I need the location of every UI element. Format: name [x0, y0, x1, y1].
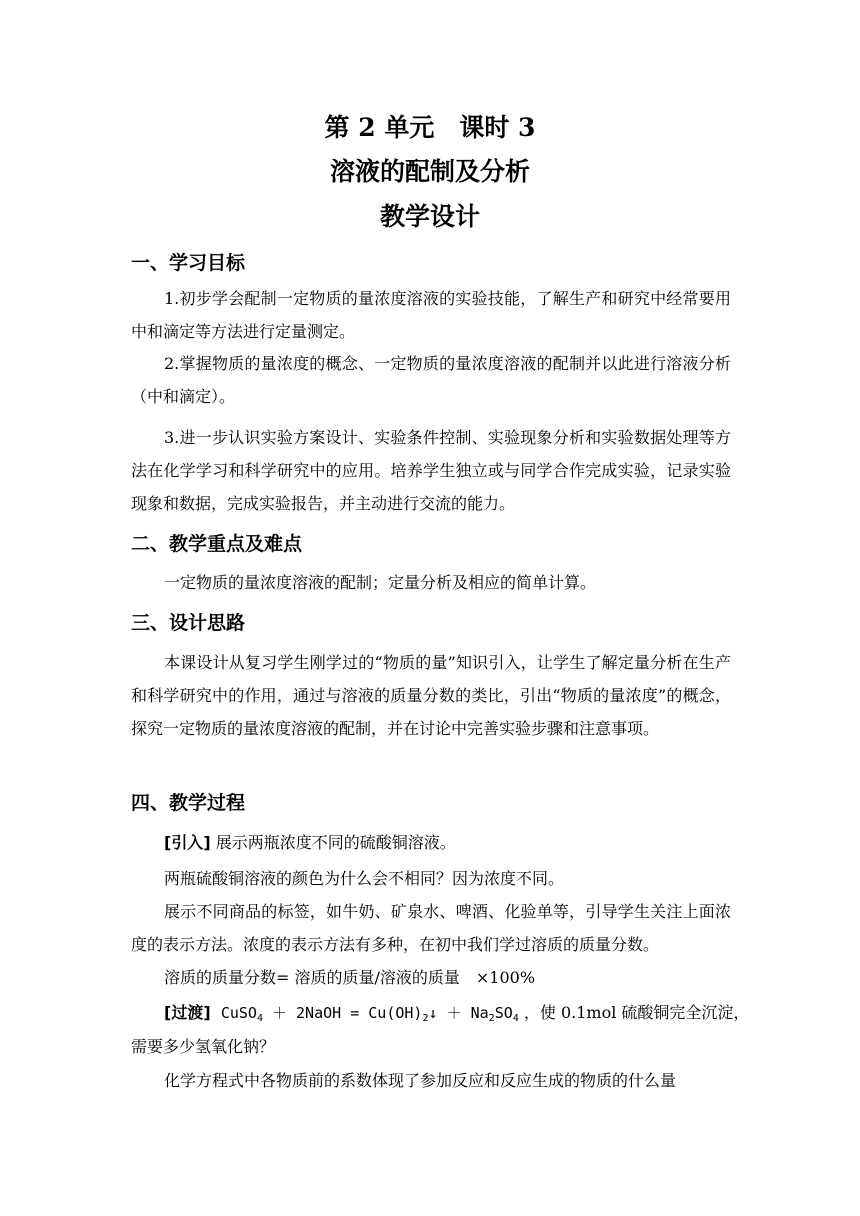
- transition-paragraph: [131, 1000, 764, 1026]
- objective-2: 2.掌握物质的量浓度的概念、一定物质的量浓度溶液的配制并以此进行溶液分析（中和滴定）。: [131, 354, 731, 406]
- objective-1: 1.初步学会配制一定物质的量浓度溶液的实验技能，了解生产和研究中经常要用中和滴定等方法进行定量测定。: [131, 289, 731, 341]
- key-points-text: 一定物质的量浓度溶液的配制；定量分析及相应的简单计算。: [164, 573, 597, 592]
- design-idea-text: 本课设计从复习学生刚学过的“物质的量”知识引入，让学生了解定量分析在生产和科学研究中的作用，通过与溶液的质量分数的类比，引出“物质的量浓度”的概念，探究一定物质的量浓度溶液的配制，并在讨论中完善实验步骤和注意事项。: [131, 653, 731, 738]
- section-heading-objectives: 一、学习目标: [131, 252, 246, 274]
- title-unit-lesson: 第 2 单元 课时 3: [324, 113, 536, 142]
- title-design: 教学设计: [379, 202, 480, 231]
- intro-text: 展示两瓶浓度不同的硫酸铜溶液。: [210, 833, 456, 852]
- mass-fraction-formula: 溶质的质量分数= 溶质的质量/溶液的质量 ×100%: [164, 968, 536, 987]
- section-heading-design-idea: 三、设计思路: [131, 612, 246, 634]
- transition-paragraph-cont: 需要多少氢氧化钠？: [131, 1037, 276, 1056]
- title-topic: 溶液的配制及分析: [329, 157, 530, 186]
- coefficient-paragraph: 化学方程式中各物质前的系数体现了参加反应和反应生成的物质的什么量: [164, 1071, 677, 1090]
- labels-paragraph: 展示不同商品的标签，如牛奶、矿泉水、啤酒、化验单等，引导学生关注上面浓度的表示方法。浓度的表示方法有多种，在初中我们学过溶质的质量分数。: [131, 902, 731, 954]
- transition-text: ，使 0.1mol 硫酸铜完全沉淀，: [518, 1003, 750, 1022]
- section-heading-key-points: 二、教学重点及难点: [131, 533, 303, 555]
- section-heading-teaching-process: 四、教学过程: [131, 792, 246, 814]
- objective-3: 3.进一步认识实验方案设计、实验条件控制、实验现象分析和实验数据处理等方法在化学学习和科学研究中的应用。培养学生独立或与同学合作完成实验，记录实验现象和数据，完成实验报告，并主动进行交流的能力。: [131, 428, 731, 513]
- reaction-equation: CuSO$_4$ ＋ 2NaOH = $Cu(OH)_2↓ + Na_2SO_4$: [220, 1004, 519, 1024]
- intro-tag: [引入]: [164, 833, 211, 852]
- question-paragraph: 两瓶硫酸铜溶液的颜色为什么会不相同？因为浓度不同。: [164, 869, 565, 888]
- transition-tag: [过渡]: [164, 1003, 211, 1022]
- intro-paragraph: [131, 830, 764, 856]
